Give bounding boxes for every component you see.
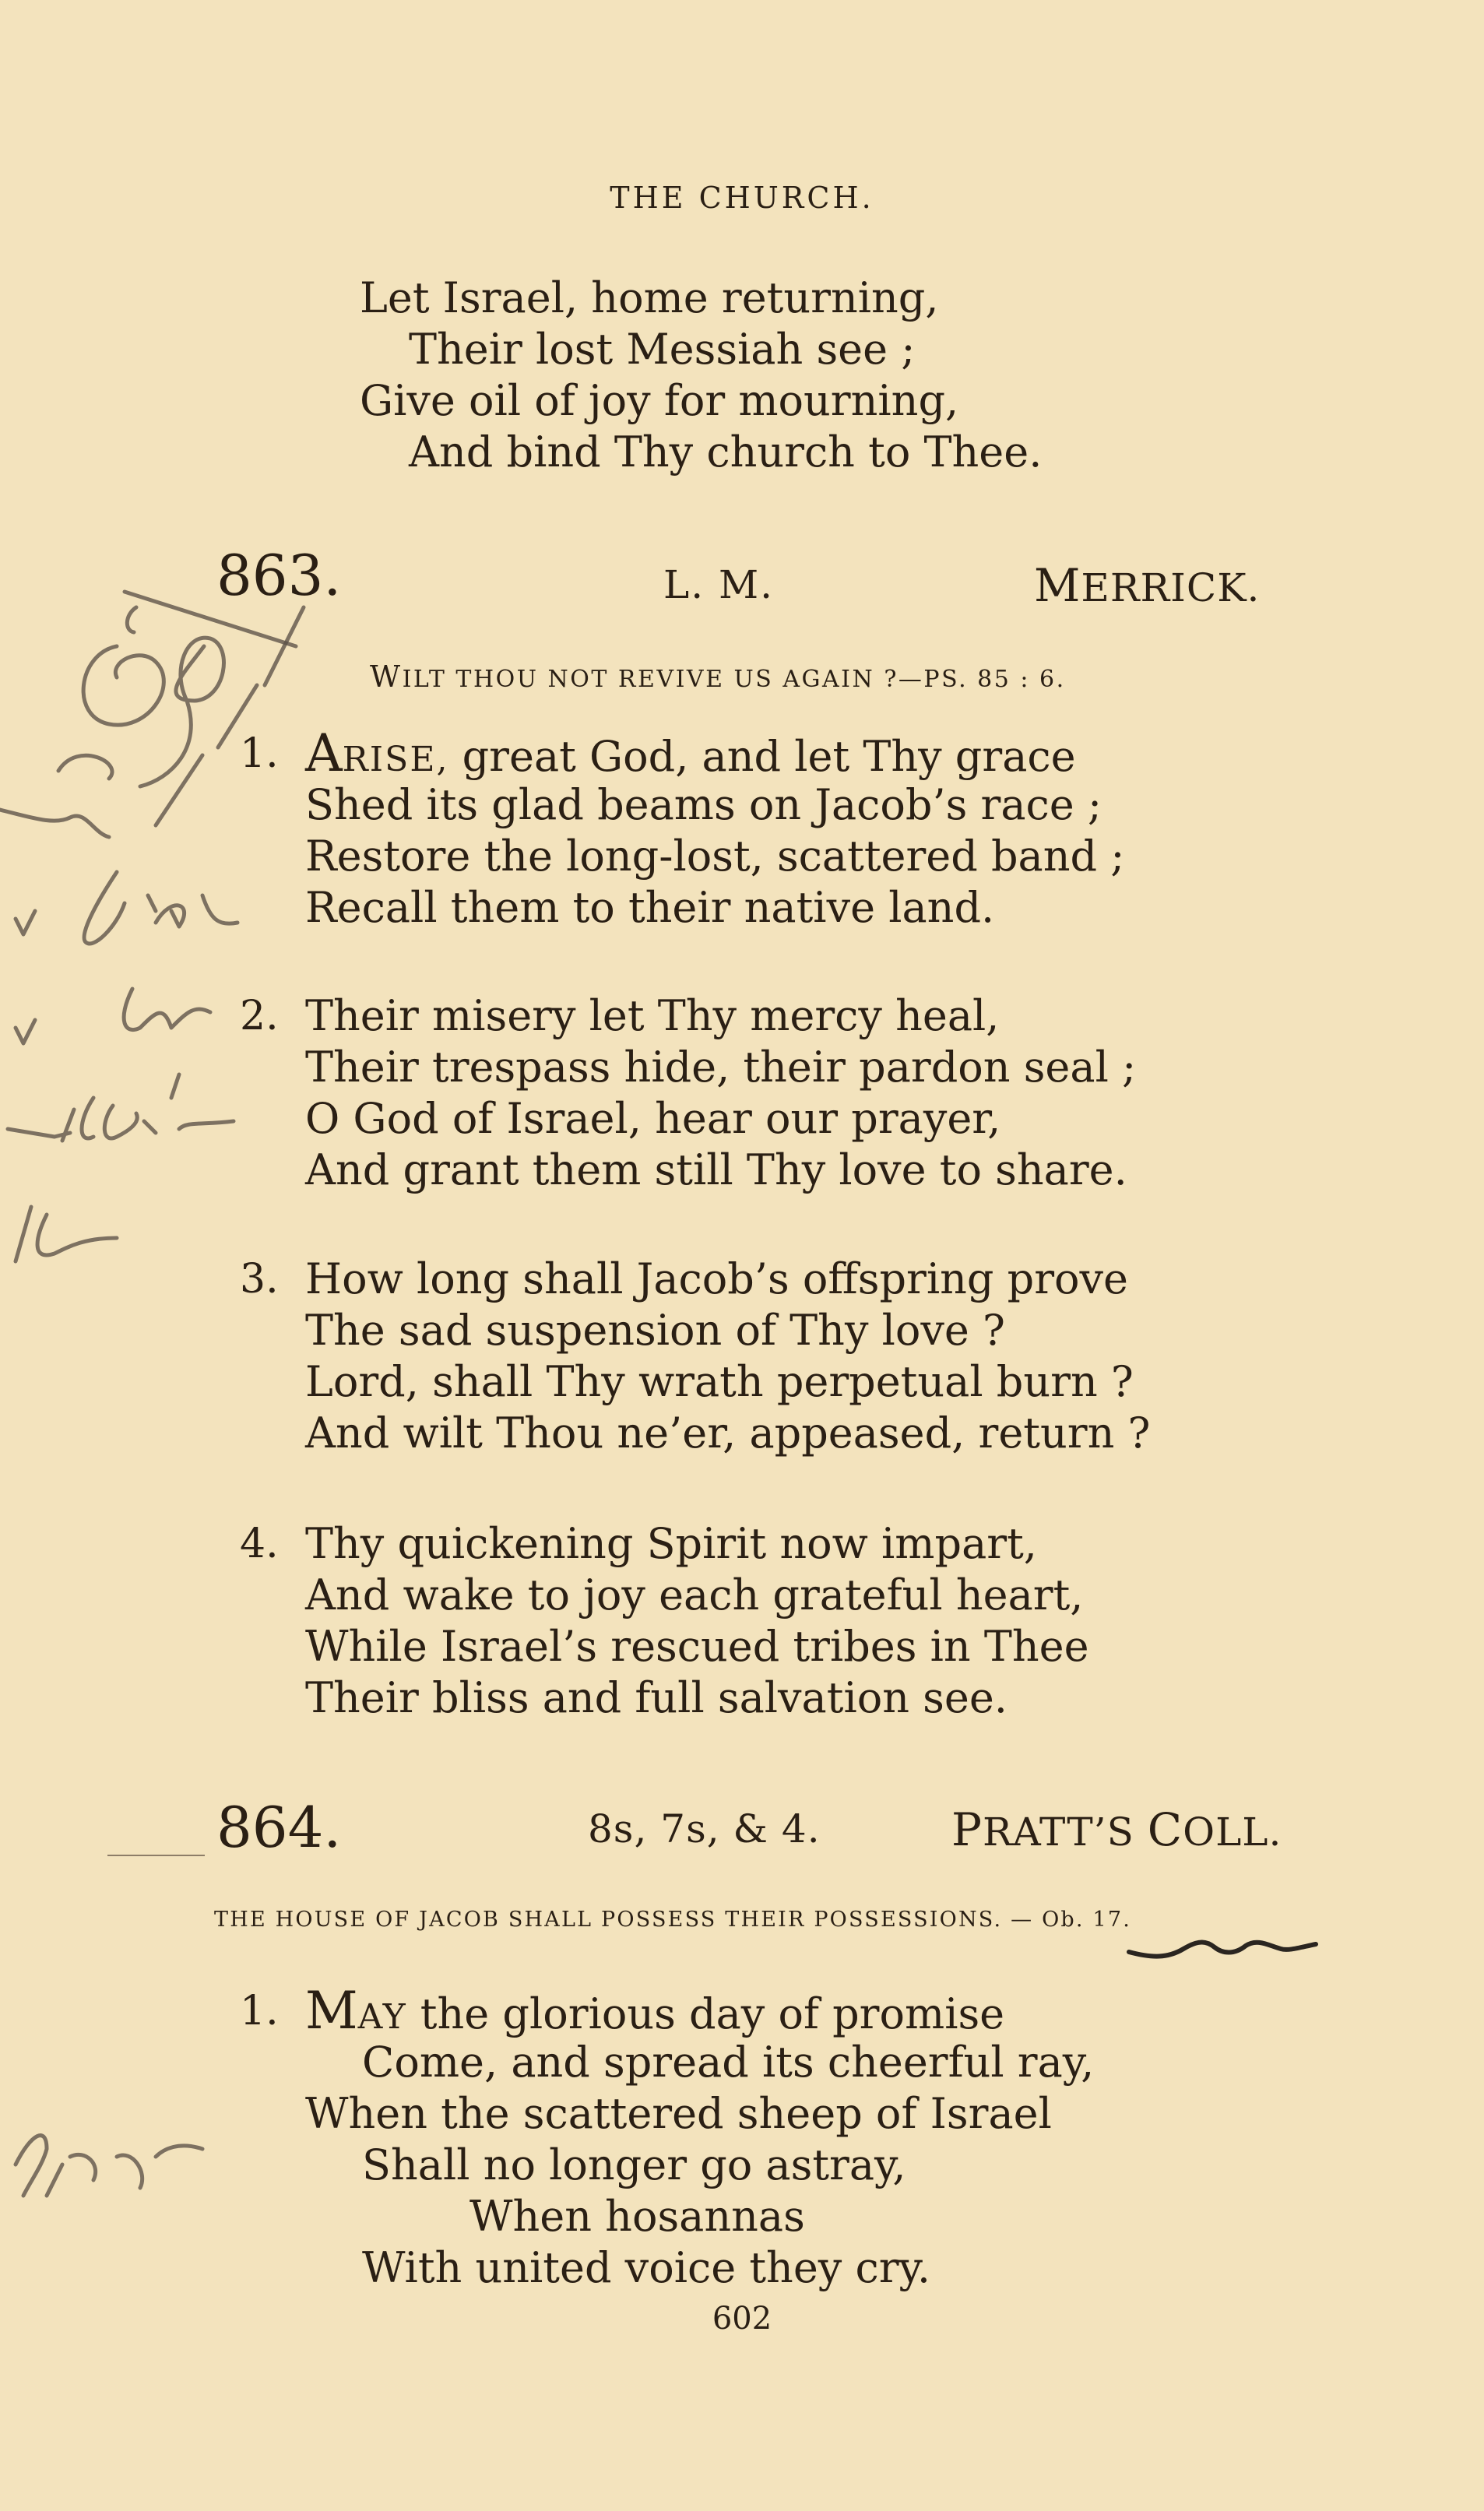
stanza-line: Give oil of joy for mourning, — [360, 376, 959, 425]
verse-line-rest: great God, and let Thy grace — [448, 732, 1076, 781]
verse-number: 3. — [240, 1256, 279, 1303]
verse-number: 2. — [240, 993, 279, 1039]
verse-line-rest: the glorious day of promise — [406, 1989, 1005, 2038]
verse-line: While Israel’s rescued tribes in Thee — [305, 1622, 1089, 1671]
tune-initial: M — [1034, 559, 1081, 612]
verse-line — [305, 1981, 1005, 2043]
tune-initial-2: C — [1147, 1803, 1183, 1856]
leader-rule — [107, 1855, 205, 1856]
verse-line: When the scattered sheep of Israel — [305, 2089, 1052, 2138]
tune-initial: P — [951, 1803, 983, 1856]
hymn-meter: 8s, 7s, & 4. — [588, 1806, 821, 1852]
verse-line: Shed its glad beams on Jacob’s race ; — [305, 780, 1102, 829]
hymn-tune — [951, 1803, 1282, 1856]
verse-line: Shall no longer go astray, — [362, 2140, 906, 2189]
flourish-ornament — [1121, 1935, 1324, 1966]
verse-drop-initial: M — [305, 1981, 358, 2041]
verse-number: 1. — [240, 1988, 279, 2034]
hymn-meter: L. M. — [663, 562, 775, 607]
tune-rest-2: OLL. — [1183, 1809, 1282, 1855]
verse-line: O God of Israel, hear our prayer, — [305, 1094, 1001, 1143]
hymn-tune — [1034, 559, 1260, 612]
verse-line: Recall them to their native land. — [305, 883, 995, 932]
verse-line: And grant them still Thy love to share. — [305, 1145, 1127, 1194]
verse-line: With united voice they cry. — [362, 2243, 931, 2292]
epigraph-initial: W — [370, 659, 403, 694]
page-number: 602 — [712, 2301, 772, 2337]
running-head: THE CHURCH. — [610, 181, 874, 215]
verse-line: The sad suspension of Thy love ? — [305, 1306, 1005, 1355]
verse-line: And wake to joy each grateful heart, — [305, 1570, 1084, 1619]
verse-line: And wilt Thou ne’er, appeased, return ? — [305, 1408, 1151, 1458]
verse-line: When hosannas — [469, 2192, 805, 2241]
verse-line: Lord, shall Thy wrath perpetual burn ? — [305, 1357, 1134, 1406]
stanza-line: And bind Thy church to Thee. — [409, 427, 1043, 477]
tune-rest: RATT’S — [983, 1809, 1148, 1855]
hymn-epigraph — [370, 659, 1066, 694]
stanza-line: Their lost Messiah see ; — [409, 325, 916, 374]
verse-line — [305, 723, 1076, 786]
verse-line: Restore the long-lost, scattered band ; — [305, 832, 1125, 881]
verse-line: Their bliss and full salvation see. — [305, 1673, 1008, 1722]
verse-line: Their misery let Thy mercy heal, — [305, 991, 1000, 1040]
tune-rest: ERRICK. — [1081, 565, 1261, 610]
hymn-number: 863. — [216, 543, 342, 608]
verse-line: Come, and spread its cheerful ray, — [362, 2038, 1095, 2087]
verse-line: How long shall Jacob’s offspring prove — [305, 1254, 1128, 1303]
verse-drop-initial: A — [305, 723, 343, 783]
verse-number: 4. — [240, 1521, 279, 1567]
epigraph-text: ILT THOU NOT REVIVE US AGAIN ?—PS. 85 : 6. — [402, 666, 1066, 693]
verse-line: Thy quickening Spirit now impart, — [305, 1519, 1037, 1568]
verse-line: Their trespass hide, their pardon seal ; — [305, 1043, 1137, 1092]
verse-smallcaps: AY — [357, 1997, 407, 2037]
stanza-line: Let Israel, home returning, — [360, 273, 939, 322]
verse-smallcaps: RISE, — [342, 740, 449, 779]
verse-number: 1. — [240, 730, 279, 777]
hymn-epigraph: THE HOUSE OF JACOB SHALL POSSESS THEIR POSSESSIONS. — Ob. 17. — [214, 1908, 1131, 1932]
hymn-number: 864. — [216, 1795, 342, 1860]
